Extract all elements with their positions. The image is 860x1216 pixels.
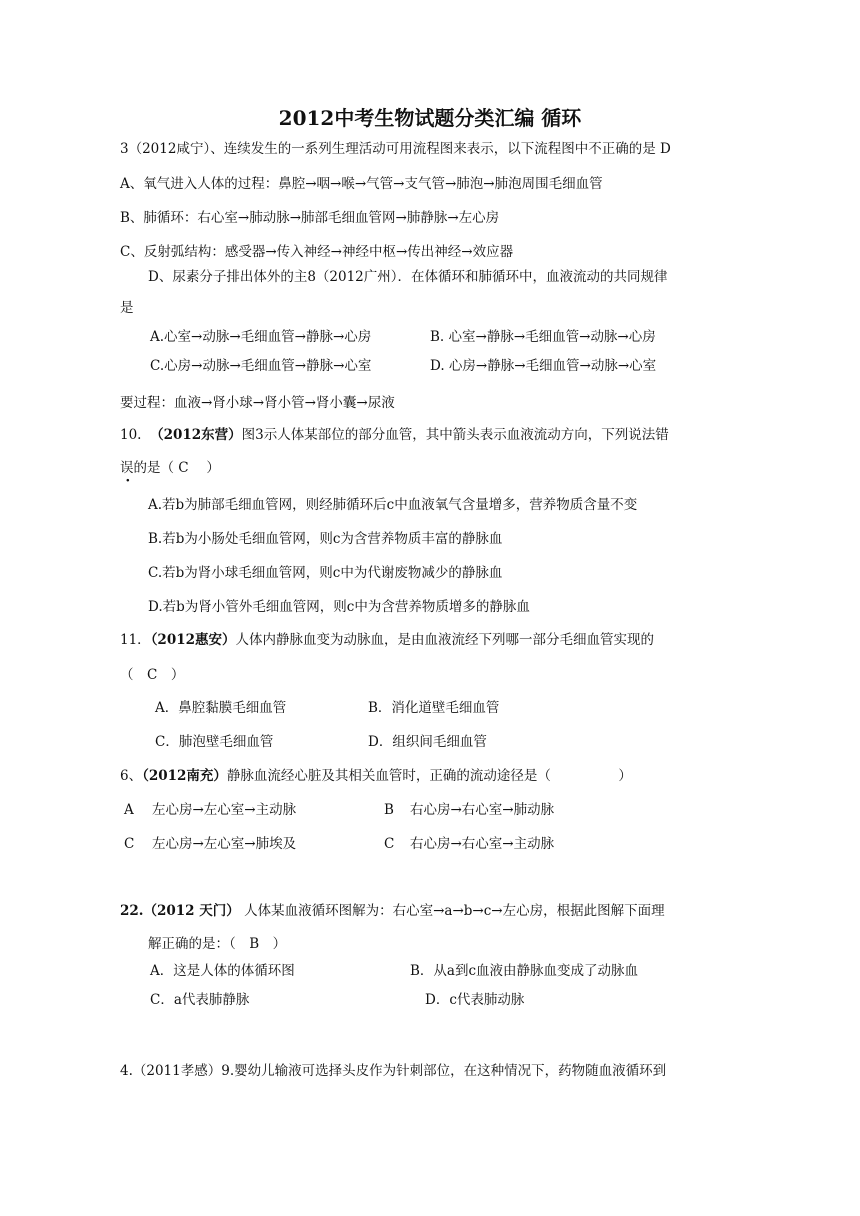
q6-option-a-letter: A [124,802,134,818]
q22-option-a: A．这是人体的体循环图 [150,963,295,979]
q6-number: 6、 [120,768,143,784]
q10-option-d: D.若b为肾小管外毛细血管网，则c中为含营养物质增多的静脉血 [148,599,530,615]
q11-source: （2012惠安） [150,632,236,648]
q10-stem-last-char: 错 [655,427,669,443]
document-title: 2012中考生物试题分类汇编 循环 [278,106,582,130]
q11-answer: （ C ） [120,667,185,683]
q10-stem-text: 图3示人体某部位的部分血管，其中箭头表示血液流动方向，下列说法 [241,427,656,443]
q6-option-a: 左心房→左心室→主动脉 [152,802,297,818]
q10-stem [120,425,669,445]
q8-option-a: A.心室→动脉→毛细血管→静脉→心房 [150,329,372,345]
q11-option-b: B．消化道壁毛细血管 [368,700,500,716]
q10-option-c: C.若b为肾小球毛细血管网，则c中为代谢废物减少的静脉血 [148,565,503,581]
q11-option-d: D．组织间毛细血管 [368,734,487,750]
q11-stem [120,630,654,650]
q22-stem-line2: 解正确的是：（ B ） [148,936,287,952]
q11-option-a: A．鼻腔黏膜毛细血管 [155,700,287,716]
q6-option-d: 右心房→右心室→主动脉 [410,836,555,852]
q3-option-c: C、反射弧结构：感受器→传入神经→神经中枢→传出神经→效应器 [120,244,514,260]
q3-option-d-line2: 是 [120,300,134,316]
q6-option-b-letter: B [384,802,394,818]
q6-stem-text: 静脉血流经心脏及其相关血管时，正确的流动途径是（ ） [226,768,632,784]
q22-number: 22. [120,903,144,919]
q6-option-d-letter: C [384,836,395,852]
q6-option-c: 左心房→左心室→肺埃及 [152,836,297,852]
q6-option-b: 右心房→右心室→肺动脉 [410,802,555,818]
q6-source: （2012南充） [142,768,227,784]
q22-stem-text: 人体某血液循环图解为：右心室→a→b→c→左心房，根据此图解下面理 [244,903,665,919]
q3-option-b: B、肺循环：右心室→肺动脉→肺部毛细血管网→肺静脉→左心房 [120,210,500,226]
q6-option-c-letter: C [124,836,135,852]
q4-stem: 4.（2011孝感）9.婴幼儿输液可选择头皮作为针刺部位，在这种情况下，药物随血液循环到 [120,1063,667,1079]
q10-option-a: A.若b为肺部毛细血管网，则经肺循环后c中血液氧气含量增多，营养物质含量不变 [148,497,638,513]
q10-source: （2012东营） [150,427,242,443]
q10-stem-line2 [120,458,220,478]
q10-option-b: B.若b为小肠处毛细血管网，则c为含营养物质丰富的静脉血 [148,531,503,547]
q6-stem [120,766,632,786]
q22-source: （2012 天门） [143,903,240,919]
q3-option-d-tail: 要过程：血液→肾小球→肾小管→肾小囊→尿液 [120,395,395,411]
q11-stem-text: 人体内静脉血变为动脉血，是由血液流经下列哪一部分毛细血管实现的 [235,632,655,648]
q8-option-d: D. 心房→静脉→毛细血管→动脉→心室 [430,358,657,374]
q3-stem: 3（2012咸宁）、连续发生的一系列生理活动可用流程图来表示，以下流程图中不正确的是 D [120,141,671,157]
q11-number: 11． [120,632,151,648]
q22-option-b: B．从a到c血液由静脉血变成了动脉血 [410,963,639,979]
q8-option-c: C.心房→动脉→毛细血管→静脉→心室 [150,358,372,374]
q8-option-b: B. 心室→静脉→毛细血管→动脉→心房 [430,329,656,345]
q10-emphasis-char: 误 [120,460,134,476]
q22-option-c: C．a代表肺静脉 [150,992,250,1008]
q10-number: 10. [120,427,142,443]
q11-option-c: C．肺泡壁毛细血管 [155,734,274,750]
q22-option-d: D．c代表肺动脉 [425,992,525,1008]
q3-option-d-line1: D、尿素分子排出体外的主8（2012广州）．在体循环和肺循环中，血液流动的共同规律 [148,269,668,285]
q3-option-a: A、氧气进入人体的过程：鼻腔→咽→喉→气管→支气管→肺泡→肺泡周围毛细血管 [120,176,603,192]
q22-stem [120,901,665,921]
q10-answer: 的是（ C ） [133,460,220,476]
